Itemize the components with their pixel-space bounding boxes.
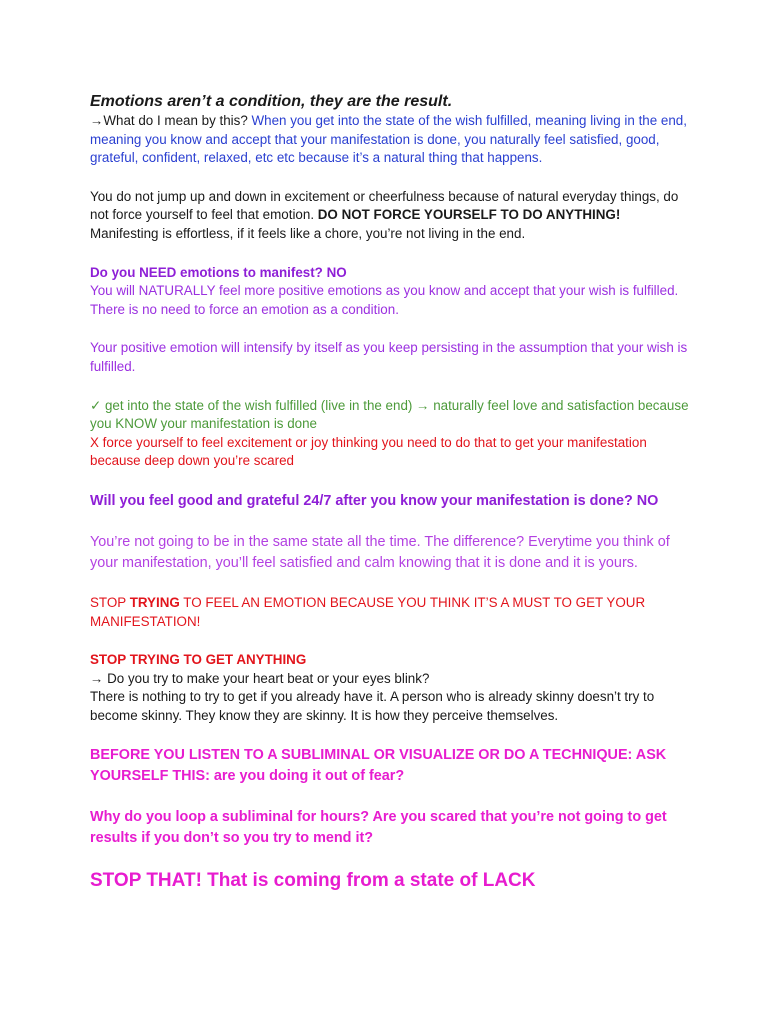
force-paragraph-bold: DO NOT FORCE YOURSELF TO DO ANYTHING! — [317, 207, 621, 223]
stop-trying-text: There is nothing to try to get if you already have it. A person who is already skinny doesn’t try to become skinny. They know they are skinny. It is how they perceive themselves. — [90, 689, 655, 723]
question-emotions: Do you NEED emotions to manifest? NO — [90, 264, 347, 280]
before-you-listen: BEFORE YOU LISTEN TO A SUBLIMINAL OR VISUALIZE OR DO A TECHNIQUE: ASK YOURSELF THIS: are you doing it out of fear? — [90, 747, 667, 785]
question-emotions-answer: You will NATURALLY feel more positive emotions as you know and accept that your wish is fulfilled. There is no need to force an emotion as a condition. — [90, 283, 679, 317]
document-body — [90, 92, 690, 893]
intro-blue-text: When you get into the state of the wish fulfilled, meaning living in the end, meaning you know and accept that your manifestation is done, you naturally feel satisfied, good, grateful, confident, relaxed, etc etc because it’s a natural thing that happens. — [90, 113, 687, 166]
stop-trying-emotion — [90, 594, 690, 631]
stop-trying-emotion-a: STOP — [90, 594, 130, 610]
emotions-heading: Emotions aren’t a condition, they are the result. — [90, 93, 453, 110]
force-paragraph-start: You do not jump up and down in excitement or cheerfulness because of natural everyday things, do not force yourself to feel that emotion. — [90, 188, 679, 223]
intro-arrow-text: →What do I mean by this? — [90, 113, 252, 128]
intro-paragraph — [90, 112, 690, 168]
question-grateful: Will you feel good and grateful 24/7 after you know your manifestation is done? NO — [90, 492, 659, 509]
stop-trying-heading: STOP TRYING TO GET ANYTHING — [90, 652, 307, 668]
stop-trying-arrow: → Do you try to make your heart beat or your eyes blink? — [90, 670, 430, 686]
loop-question: Why do you loop a subliminal for hours? Are you scared that you’re not going to get results if you don’t so you try to mend it? — [90, 809, 667, 847]
stop-trying-emotion-b: TRYING — [129, 594, 180, 610]
force-paragraph-end: Manifesting is effortless, if it feels like a chore, you’re not living in the end. — [90, 225, 526, 241]
stop-trying-emotion-c: TO FEEL AN EMOTION BECAUSE YOU THINK IT’S A MUST TO GET YOUR MANIFESTATION! — [90, 594, 646, 629]
final-statement: STOP THAT! That is coming from a state of LACK — [90, 870, 536, 892]
force-paragraph — [90, 188, 690, 244]
x-line: X force yourself to feel excitement or joy thinking you need to do that to get your manifestation because deep down you’re scared — [90, 434, 647, 469]
question-grateful-answer: You’re not going to be in the same state all the time. The difference? Everytime you think of your manifestation, you’ll feel satisfied and calm knowing that it is done and it is yours. — [90, 533, 670, 571]
check-line: ✓ get into the state of the wish fulfilled (live in the end) → naturally feel love and satisfaction because you KNOW your manifestation is done — [90, 397, 689, 432]
intensify-paragraph: Your positive emotion will intensify by itself as you keep persisting in the assumption that your wish is fulfilled. — [90, 340, 688, 374]
